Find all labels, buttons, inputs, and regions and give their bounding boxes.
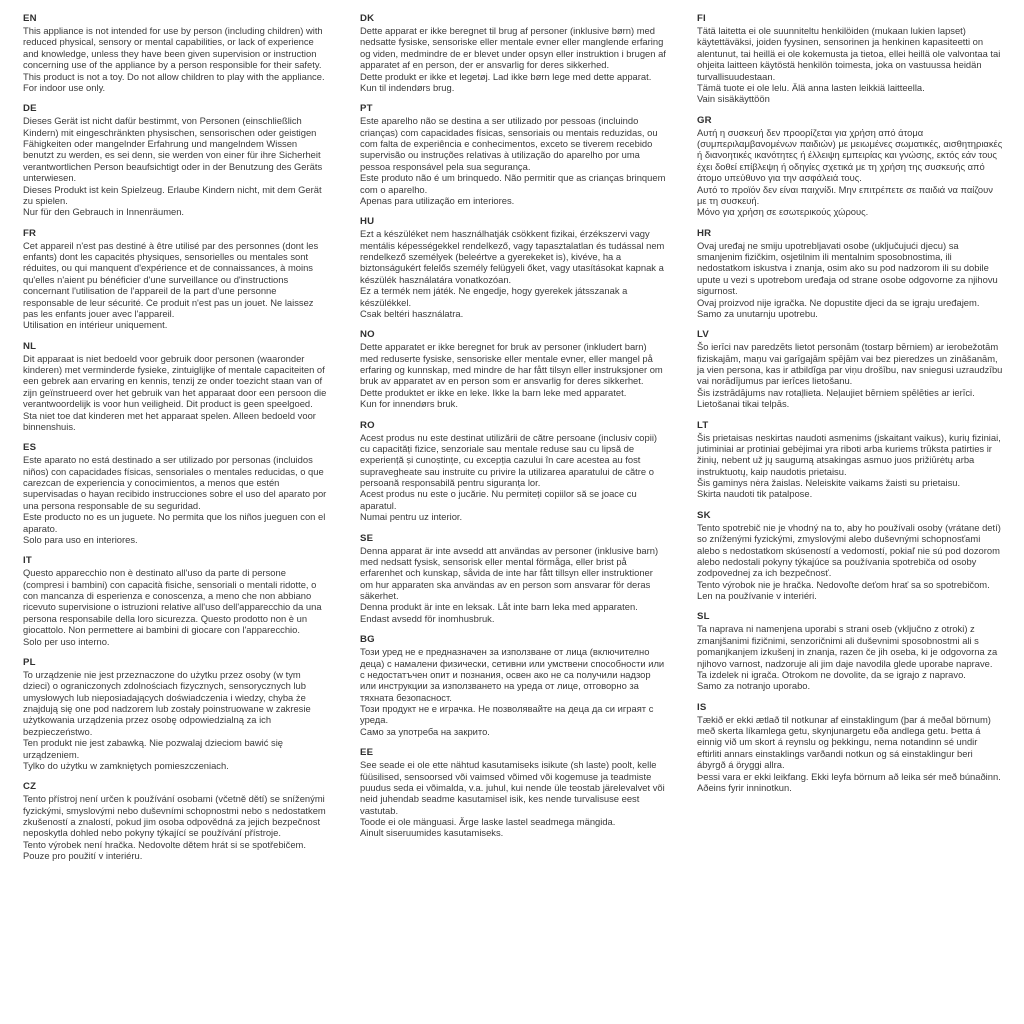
language-code-heading: PT xyxy=(360,103,373,115)
instruction-paragraph: Този продукт не е играчка. Не позволявайте на деца да си играят с уреда. xyxy=(360,703,654,726)
instruction-paragraph: Ten produkt nie jest zabawką. Nie pozwalaj dzieciom bawić się urządzeniem. xyxy=(23,737,284,760)
instruction-paragraph: Ovaj uređaj ne smiju upotrebljavati osobe (uključujući djecu) sa smanjenim fizičkim, osjetilnim ili mentalnim sposobnostima, ili nedostatkom iskustva i znanja, osim ako su pod nadzorom ili su dobile upute u vezi s upotrebom uređaja od strane osobe odgovorne za njihovu sigurnost. xyxy=(697,239,998,297)
instruction-paragraph: Dette produkt er ikke et legetøj. Lad ikke børn lege med dette apparat. xyxy=(360,70,652,82)
language-section xyxy=(697,702,1003,794)
instruction-paragraph: Само за употреба на закрито. xyxy=(360,725,490,737)
language-section xyxy=(23,657,329,771)
language-code-heading: ES xyxy=(23,442,37,454)
instruction-paragraph: Dette apparatet er ikke beregnet for bruk av personer (inkludert barn) med reduserte fysiske, sensoriske eller mentale evner, eller mangel på erfaring og kunnskap, med mindre de har fått tilsyn eller instruksjoner om bruk av apparatet av en person som er ansvarlig for deres sikkerhet. xyxy=(360,341,663,387)
language-section xyxy=(360,420,666,523)
language-code-heading: SL xyxy=(697,611,710,623)
instruction-paragraph: Len na používanie v interiéri. xyxy=(697,590,817,601)
instruction-paragraph: Αυτό το προϊόν δεν είναι παιχνίδι. Μην επιτρέπετε σε παιδιά να παίζουν με τη συσκευή. xyxy=(697,183,993,206)
instruction-paragraph: Tento výrobek není hračka. Nedovolte dětem hrát si se spotřebičem. xyxy=(23,838,306,850)
language-code-heading: EN xyxy=(23,13,37,24)
language-section xyxy=(23,442,329,545)
instruction-paragraph: Endast avsedd för inomhusbruk. xyxy=(360,612,495,624)
instruction-paragraph: Dieses Produkt ist kein Spielzeug. Erlaube Kindern nicht, mit dem Gerät zu spielen. xyxy=(23,183,322,206)
instruction-paragraph: Този уред не е предназначен за използване от лица (включително деца) с намалени физически, сетивни или умствени способности или с недостатъчен опит и познания, освен ако не са получили надзор или инструкции за използването на уреда от лице, отговорно за тяхната безопасност. xyxy=(360,646,665,703)
language-code-heading: DK xyxy=(360,13,375,24)
language-code-heading: BG xyxy=(360,634,375,646)
language-code-heading: FR xyxy=(23,227,37,239)
language-section xyxy=(360,13,666,93)
instruction-paragraph: For indoor use only. xyxy=(23,81,106,93)
instruction-paragraph: Tylko do użytku w zamkniętych pomieszczeniach. xyxy=(23,759,229,771)
instruction-paragraph: Solo para uso en interiores. xyxy=(23,533,138,545)
instruction-paragraph: Numai pentru uz interior. xyxy=(360,511,463,523)
instruction-paragraph: Kun for innendørs bruk. xyxy=(360,398,458,410)
instructions-column-3 xyxy=(697,13,1003,1016)
language-code-heading: EE xyxy=(360,747,374,759)
language-code-heading: CZ xyxy=(23,781,37,793)
instruction-paragraph: Tämä tuote ei ole lelu. Älä anna lasten leikkiä laitteella. xyxy=(697,81,925,93)
language-code-heading: FI xyxy=(697,13,706,24)
instruction-paragraph: Acest produs nu este o jucărie. Nu permiteți copiilor să se joace cu aparatul. xyxy=(360,488,637,511)
instruction-paragraph: Kun til indendørs brug. xyxy=(360,81,455,93)
instruction-paragraph: This product is not a toy. Do not allow children to play with the appliance. xyxy=(23,70,325,82)
instructions-column-1 xyxy=(23,13,329,1016)
instruction-paragraph: To urządzenie nie jest przeznaczone do użytku przez osoby (w tym dzieci) o ograniczonych zdolnościach fizycznych, sensorycznych lub umysłowych lub nieposiadających doświadczenia i wiedzy, chyba że znajdują się one pod nadzorem lub zostały poinstruowane w zakresie użytkowania urządzenia przez osobę odpowiedzialną za ich bezpieczeństwo. xyxy=(23,668,311,737)
language-code-heading: NL xyxy=(23,340,37,352)
instruction-paragraph: Samo za notranjo uporabo. xyxy=(697,680,811,692)
language-code-heading: SK xyxy=(697,509,711,521)
instruction-paragraph: Utilisation en intérieur uniquement. xyxy=(23,319,168,331)
instruction-paragraph: Dieses Gerät ist nicht dafür bestimmt, von Personen (einschließlich Kindern) mit eingeschränkten physischen, sensorischen oder geistigen Fähigkeiten oder mangelnder Erfahrung und mangelndem Wissen benutzt zu werden, es sei denn, sie werden von einer für ihre Sicherheit verantwortlichen Person beaufsichtigt oder in der Benutzung des Geräts unterwiesen. xyxy=(23,115,323,184)
language-section xyxy=(697,510,1003,602)
language-code-heading: RO xyxy=(360,419,375,431)
instruction-paragraph: Este produto não é um brinquedo. Não permitir que as crianças brinquem com o aparelho. xyxy=(360,172,666,195)
instruction-paragraph: Ta izdelek ni igrača. Otrokom ne dovolite, da se igrajo z napravo. xyxy=(697,668,966,680)
language-section xyxy=(23,555,329,647)
language-code-heading: IT xyxy=(23,555,32,567)
instruction-paragraph: Tento výrobok nie je hračka. Nedovoľte deťom hrať sa so spotrebičom. xyxy=(697,578,990,590)
language-code-heading: PL xyxy=(23,656,36,668)
instruction-paragraph: Pouze pro použití v interiéru. xyxy=(23,850,143,862)
instruction-paragraph: Ezt a készüléket nem használhatják csökkent fizikai, érzékszervi vagy mentális képességekkel rendelkező, vagy tapasztalatlan és tudással nem rendelkező személyek (beleértve a gyerekeket is), kivéve, ha a biztonságukért felelős személy felügyeli őket, vagy utasításokat kapnak a készülék használatára vonatkozóan. xyxy=(360,228,665,285)
instruction-paragraph: See seade ei ole ette nähtud kasutamiseks isikute (sh laste) poolt, kelle füüsilised, sensoorsed või vaimsed võimed või kogemuse ja teadmiste puudus seda ei võimalda, v.a. juhul, kui nende üle teostab järelevalvet või neid juhendab seadme kasutamisel isik, kes nende turvalisuse eest vastutab. xyxy=(360,759,665,816)
language-code-heading: DE xyxy=(23,103,37,115)
instruction-paragraph: Þessi vara er ekki leikfang. Ekki leyfa börnum að leika sér með búnaðinn. xyxy=(697,770,1001,782)
language-section xyxy=(360,329,666,409)
instruction-paragraph: Toode ei ole mänguasi. Ärge laske lastel seadmega mängida. xyxy=(360,816,616,827)
instruction-paragraph: Vain sisäkäyttöön xyxy=(697,93,770,105)
instruction-paragraph: Dette produktet er ikke en leke. Ikke la barn leke med apparatet. xyxy=(360,386,627,398)
instruction-paragraph: Solo per uso interno. xyxy=(23,635,110,647)
instruction-paragraph: Skirta naudoti tik patalpose. xyxy=(697,488,813,500)
instruction-paragraph: Samo za unutarnju upotrebu. xyxy=(697,307,818,319)
instruction-paragraph: Šis gaminys nėra žaislas. Neleiskite vaikams žaisti su prietaisu. xyxy=(697,477,961,488)
language-code-heading: HU xyxy=(360,216,375,228)
instruction-paragraph: Este aparato no está destinado a ser utilizado por personas (incluidos niños) con capacidades físicas, sensoriales o mentales reducidas, o que carezcan de experiencia y conocimientos, a menos que estén supervisadas o hayan recibido instrucciones sobre el uso del aparato por una persona responsable de su seguridad. xyxy=(23,454,327,511)
language-section xyxy=(697,420,1003,500)
language-section xyxy=(360,216,666,319)
instruction-paragraph: Aðeins fyrir inninotkun. xyxy=(697,781,792,793)
instruction-paragraph: Šis izstrādājums nav rotaļlieta. Neļaujiet bērniem spēlēties ar ierīci. xyxy=(697,386,975,398)
language-section xyxy=(697,228,1003,320)
language-code-heading: NO xyxy=(360,329,375,341)
language-section xyxy=(697,13,1003,105)
language-code-heading: LV xyxy=(697,329,709,341)
instruction-paragraph: Acest produs nu este destinat utilizării de către persoane (inclusiv copii) cu capacități fizice, senzoriale sau mentale reduse sau cu lipsă de experiență și cunoștințe, cu excepția cazului în care acestea au fost supravegheate sau instruite cu privire la utilizarea aparatului de către o persoană responsabilă pentru siguranța lor. xyxy=(360,431,658,488)
language-section xyxy=(360,634,666,737)
language-section xyxy=(23,103,329,217)
instruction-paragraph: Este producto no es un juguete. No permita que los niños jueguen con el aparato. xyxy=(23,511,326,534)
language-section xyxy=(23,341,329,433)
instruction-paragraph: Αυτή η συσκευή δεν προορίζεται για χρήση από άτομα (συμπεριλαμβανομένων παιδιών) με μειωμένες σωματικές, αισθητηριακές ή διανοητικές ικανότητες ή έλλειψη εμπειρίας και γνώσης, εκτός εάν τους έχει δοθεί επίβλεψη ή οδηγίες σχετικά με τη χρήση της συσκευής από άτομο υπεύθυνο για την ασφάλειά τους. xyxy=(697,126,1003,184)
instruction-paragraph: Nur für den Gebrauch in Innenräumen. xyxy=(23,206,185,218)
instruction-paragraph: Tätä laitetta ei ole suunniteltu henkilöiden (mukaan lukien lapset) käytettäväksi, joiden fyysinen, sensorinen ja henkinen kapasiteetti on alentunut, tai heillä ei ole kokemusta ja tietoa, ellei heillä ole valvontaa tai ohjeita laitteen käytöstä henkilön toimesta, joka on vastuussa heidän turvallisuudestaan. xyxy=(697,25,1001,82)
instruction-paragraph: Μόνο για χρήση σε εσωτερικούς χώρους. xyxy=(697,206,869,218)
language-section xyxy=(697,329,1003,409)
language-section xyxy=(697,115,1003,218)
instruction-paragraph: Ez a termék nem játék. Ne engedje, hogy gyerekek játsszanak a készülékkel. xyxy=(360,285,628,308)
language-section xyxy=(360,103,666,206)
language-code-heading: LT xyxy=(697,419,709,431)
language-section xyxy=(360,533,666,625)
instruction-paragraph: Lietošanai tikai telpās. xyxy=(697,398,790,410)
instruction-paragraph: Dit apparaat is niet bedoeld voor gebruik door personen (waaronder kinderen) met verminderde fysieke, zintuiglijke of mentale capaciteiten of een gebrek aan ervaring en kennis, tenzij ze onder toezicht staan van of zijn geïnstrueerd over het gebruik van het apparaat door een persoon die verantwoordelijk is voor hun veiligheid. Dit product is geen speelgoed. Sta niet toe dat kinderen met het apparaat spelen. Alleen bedoeld voor binnenshuis. xyxy=(23,352,327,432)
language-code-heading: HR xyxy=(697,227,712,239)
language-section xyxy=(360,747,666,839)
language-section xyxy=(697,611,1003,691)
instruction-paragraph: Este aparelho não se destina a ser utilizado por pessoas (incluindo crianças) com capacidades físicas, sensoriais ou mentais reduzidas, ou com falta de experiência e conhecimentos, exceto se tiverem recebido supervisão ou instruções relativas à utilização do aparelho por uma pessoa responsável pela sua segurança. xyxy=(360,115,658,172)
instruction-paragraph: Apenas para utilização em interiores. xyxy=(360,194,515,206)
instruction-paragraph: Cet appareil n'est pas destiné à être utilisé par des personnes (dont les enfants) dont les capacités physiques, sensorielles ou mentales sont réduites, ou qui manquent d'expérience et de connaissances, à moins qu'elles n'aient pu bénéficier d'une surveillance ou d'instructions concernant l'utilisation de l'appareil de la part d'une personne responsable de leur sécurité. Ce produit n'est pas un jouet. Ne laissez pas les enfants jouer avec l'appareil. xyxy=(23,239,319,319)
instruction-paragraph: Tækið er ekki ætlað til notkunar af einstaklingum (þar á meðal börnum) með skerta líkamlega getu, skynjunargetu eða andlega getu. Þetta á einnig við um skort á reynslu og þekkingu, nema notandinn sé undir eftirliti annars einstaklings varðandi notkun og sá einstaklingur beri ábyrgð á öryggi allra. xyxy=(697,713,991,771)
language-code-heading: SE xyxy=(360,532,374,544)
instruction-paragraph: Questo apparecchio non è destinato all'uso da parte di persone (compresi i bambini) con capacità fisiche, sensoriali o mentali ridotte, o con mancanza di esperienza e conoscenza, a meno che non abbiano ricevuto supervisione o istruzioni relative all'uso dell'apparecchio da una persona responsabile della loro sicurezza. Questo prodotto non è un giocattolo. Non permettere ai bambini di giocare con l'apparecchio. xyxy=(23,567,322,636)
instruction-paragraph: Šis prietaisas neskirtas naudoti asmenims (įskaitant vaikus), kurių fiziniai, jutiminiai ar protiniai gebėjimai yra riboti arba kuriems trūksta patirties ir žinių, nebent už jų saugumą atsakingas asmuo juos prižiūrėtų arba instruktuotų, kaip naudotis prietaisu. xyxy=(697,431,1001,477)
instruction-paragraph: This appliance is not intended for use by person (including children) with reduced physical, sensory or mental capabilities, or lack of experience and knowledge, unless they have been given supervision or instruction concerning use of the appliance by a person responsible for their safety. xyxy=(23,25,323,71)
language-code-heading: GR xyxy=(697,114,712,126)
language-section xyxy=(23,781,329,861)
instructions-column-2 xyxy=(360,13,666,1016)
instruction-paragraph: Csak beltéri használatra. xyxy=(360,307,464,319)
instruction-paragraph: Tento spotrebič nie je vhodný na to, aby ho používali osoby (vrátane detí) so zníženými fyzickými, zmyslovými alebo duševnými schopnosťami alebo s nedostatkom skúseností a vedomostí, pokiaľ nie sú pod dozorom alebo nedostali pokyny týkajúce sa používania spotrebiča od osoby zodpovednej za ich bezpečnosť. xyxy=(697,521,1001,579)
instruction-paragraph: Ovaj proizvod nije igračka. Ne dopustite djeci da se igraju uređajem. xyxy=(697,296,980,308)
instruction-paragraph: Tento přístroj není určen k používání osobami (včetně dětí) se sníženými fyzickými, smyslovými nebo duševními schopnostmi nebo s nedostatkem zkušeností a znalostí, pokud jim osoba odpovědná za jejich bezpečnost neposkytla dohled nebo pokyny týkající se používání přístroje. xyxy=(23,793,326,839)
instruction-paragraph: Šo ierīci nav paredzēts lietot personām (tostarp bērniem) ar ierobežotām fiziskajām, maņu vai garīgajām spējām vai bez pieredzes un zināšanām, ja vien persona, kas ir atbildīga par viņu drošību, nav sniegusi uzraudzību vai norādījumus par ierīces lietošanu. xyxy=(697,341,1003,387)
language-section xyxy=(23,228,329,331)
instruction-paragraph: Denna apparat är inte avsedd att användas av personer (inklusive barn) med nedsatt fysisk, sensorisk eller mental förmåga, eller brist på erfarenhet och kunskap, såvida de inte har fått tillsyn eller instruktioner om hur apparaten ska användas av en person som ansvarar för deras säkerhet. xyxy=(360,544,659,601)
language-code-heading: IS xyxy=(697,701,707,713)
instruction-paragraph: Denna produkt är inte en leksak. Låt inte barn leka med apparaten. xyxy=(360,601,638,613)
instruction-paragraph: Dette apparat er ikke beregnet til brug af personer (inklusive børn) med nedsatte fysiske, sensoriske eller mentale evner eller manglende erfaring og viden, medmindre de er blevet under opsyn eller instruktion i brugen af apparatet af en person, der er ansvarlig for deres sikkerhed. xyxy=(360,25,666,71)
instruction-paragraph: Ainult siseruumides kasutamiseks. xyxy=(360,827,504,839)
instruction-paragraph: Ta naprava ni namenjena uporabi s strani oseb (vključno z otroki) z zmanjšanimi fizičnimi, senzoričnimi ali duševnimi sposobnostmi ali s pomanjkanjem izkušenj in znanja, razen če jih oseba, ki je odgovorna za njihovo varnost, nadzoruje ali jim daje navodila glede uporabe naprave. xyxy=(697,623,998,669)
language-section xyxy=(23,13,329,93)
